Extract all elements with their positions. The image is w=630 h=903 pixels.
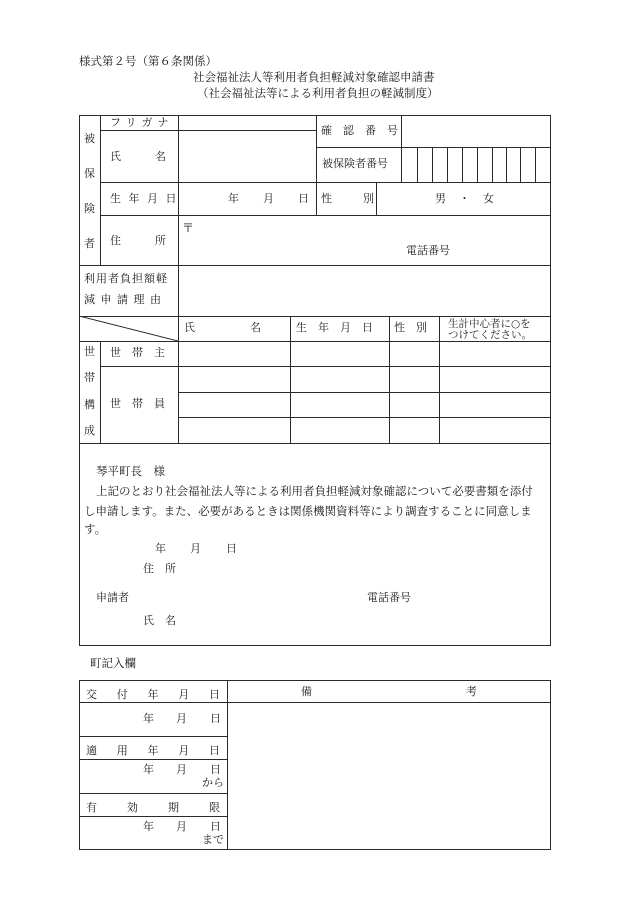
household-col-birthdate: 生 年 月 日 xyxy=(296,321,373,334)
name-label: 氏 名 xyxy=(110,150,170,163)
apply-char-3: 年 xyxy=(147,744,159,757)
apply-month: 月 xyxy=(176,763,187,776)
household-section-char-2: 帯 xyxy=(84,371,95,384)
reason-label-line1: 利用者負担額軽 xyxy=(84,272,168,285)
postal-mark: 〒 xyxy=(182,221,195,235)
valid-char-1: 有 xyxy=(86,801,97,814)
addressee: 琴平町長 様 xyxy=(96,464,165,478)
sex-male: 男 xyxy=(435,192,446,205)
issue-char-5: 日 xyxy=(209,688,220,701)
sex-female: 女 xyxy=(483,192,494,205)
issue-date-label xyxy=(86,686,220,702)
birth-month-label: 月 xyxy=(263,192,274,205)
applicant-address-label: 住 所 xyxy=(143,562,176,575)
issue-month: 月 xyxy=(176,712,187,725)
apply-char-2: 用 xyxy=(116,744,128,757)
insured-section-char-1: 被 xyxy=(84,132,95,145)
apply-day: 日 xyxy=(210,763,221,776)
household-section-char-4: 成 xyxy=(84,424,95,437)
household-col-sex: 性 別 xyxy=(394,321,427,334)
issue-year: 年 xyxy=(143,712,154,725)
valid-until: まで xyxy=(202,833,224,846)
issue-char-3: 年 xyxy=(147,688,159,701)
valid-char-4: 限 xyxy=(209,801,220,814)
birth-day-label: 日 xyxy=(298,192,309,205)
declaration-month: 月 xyxy=(190,542,201,555)
declaration-day: 日 xyxy=(226,542,237,555)
declaration-line-2: し申請します。また、必要があるときは関係機関資料等により調査することに同意しま xyxy=(84,504,532,518)
issue-day: 日 xyxy=(210,712,221,725)
reason-label-line2: 減 申 請 理 由 xyxy=(84,293,162,306)
valid-year: 年 xyxy=(143,820,154,833)
valid-char-3: 期 xyxy=(168,801,179,814)
household-col-name: 氏 名 xyxy=(184,321,261,334)
insured-number-label: 被保険者番号 xyxy=(322,157,388,170)
form-subtitle: （社会福祉法等による利用者負担の軽減制度） xyxy=(197,86,439,100)
office-use-heading: 町記入欄 xyxy=(90,656,136,670)
birth-year-label: 年 xyxy=(228,192,239,205)
apply-char-1: 適 xyxy=(86,744,97,757)
household-head-label: 世 帯 主 xyxy=(110,346,165,359)
valid-char-2: 効 xyxy=(127,801,138,814)
apply-date-label xyxy=(86,742,220,758)
sex-separator: ・ xyxy=(459,192,470,205)
declaration-line-1: 上記のとおり社会福祉法人等による利用者負担軽減対象確認について必要書類を添付 xyxy=(96,484,533,498)
sex-label: 性 別 xyxy=(321,192,377,205)
household-col-main-earner-1: 生計中心者に○を xyxy=(448,318,531,330)
valid-month: 月 xyxy=(176,820,187,833)
household-section-char-3: 構 xyxy=(84,398,95,411)
insured-section-char-3: 険 xyxy=(84,202,95,215)
issue-char-2: 付 xyxy=(116,688,128,701)
applicant-name-label: 氏 名 xyxy=(143,614,176,627)
address-label: 住 所 xyxy=(110,234,170,247)
valid-period-label xyxy=(86,799,220,815)
issue-char-4: 月 xyxy=(178,688,190,701)
insured-section-char-2: 保 xyxy=(84,167,95,180)
form-title: 社会福祉法人等利用者負担軽減対象確認申請書 xyxy=(193,70,435,84)
household-member-label: 世 帯 員 xyxy=(110,397,165,410)
household-section-char-1: 世 xyxy=(84,345,95,358)
issue-char-1: 交 xyxy=(86,688,97,701)
apply-char-4: 月 xyxy=(178,744,190,757)
household-col-main-earner-2: つけてください。 xyxy=(448,329,532,341)
form-number: 様式第２号（第６条関係） xyxy=(79,54,217,68)
declaration-line-3: す。 xyxy=(84,522,107,536)
birthdate-label: 生 年 月 日 xyxy=(110,192,179,205)
insured-section-char-4: 者 xyxy=(84,237,95,250)
declaration-year: 年 xyxy=(155,542,166,555)
applicant-phone-label: 電話番号 xyxy=(367,591,411,604)
apply-char-5: 日 xyxy=(209,744,220,757)
diagonal-slash xyxy=(79,316,178,341)
remarks-char-1: 備 xyxy=(301,685,312,698)
valid-day: 日 xyxy=(210,820,221,833)
apply-from: から xyxy=(202,776,224,789)
remarks-char-2: 考 xyxy=(466,685,477,698)
apply-year: 年 xyxy=(143,763,154,776)
applicant-label: 申請者 xyxy=(96,591,129,604)
confirm-number-label: 確 認 番 号 xyxy=(321,124,398,137)
phone-label: 電話番号 xyxy=(406,244,450,257)
furigana-label: フリガナ xyxy=(110,116,174,129)
